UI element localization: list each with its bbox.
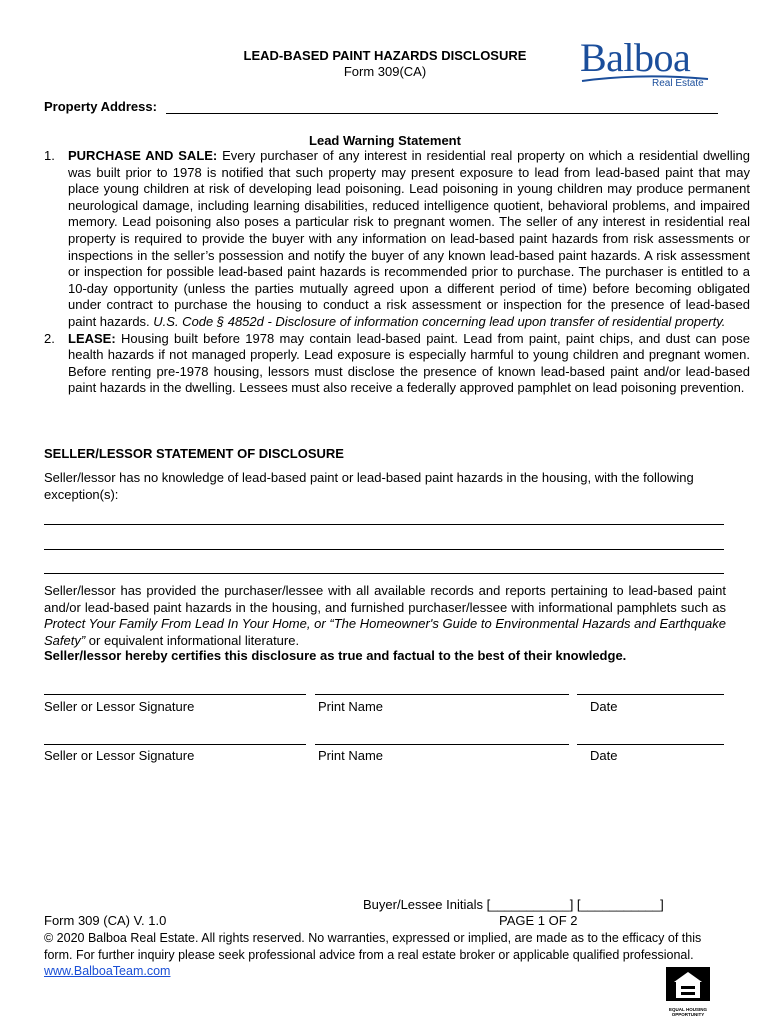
property-address-field[interactable] (166, 113, 718, 114)
lead-warning-list (44, 148, 750, 397)
balboa-logo (580, 35, 730, 89)
list-item (44, 330, 750, 397)
item-label: PURCHASE AND SALE: (68, 148, 218, 163)
seller-signature-label: Seller or Lessor Signature (44, 748, 195, 763)
item-number: 2. (44, 330, 55, 346)
exception-line[interactable] (44, 573, 724, 574)
equal-housing-text: EQUAL HOUSING OPPORTUNITY (669, 1007, 707, 1017)
provided-text: Seller/lessor has provided the purchaser/lessee with all available records and reports pertaining to lead-based paint and/or lead-based paint hazards in the housing, and furnished purchaser/lessee with informational pamphlets such as (44, 583, 726, 615)
pamphlet-titles: Protect Your Family From Lead In Your Home, or “The Homeowner's Guide to Environmental Hazards and Earthquake Safety” (44, 616, 726, 648)
property-address-label: Property Address: (44, 99, 157, 114)
date-label: Date (590, 699, 618, 714)
equal-housing-logo (665, 966, 711, 1017)
copyright-text: © 2020 Balboa Real Estate. All rights reserved. No warranties, expressed or implied, are made as to the efficacy of this form. For further inquiry please seek professional advice from a real estate broker or applicable qualified professional. (44, 931, 702, 962)
item-number: 1. (44, 148, 55, 163)
date-field[interactable] (577, 694, 724, 695)
print-name-label: Print Name (318, 699, 384, 714)
page-number: PAGE 1 OF 2 (499, 913, 578, 928)
seller-signature-label: Seller or Lessor Signature (44, 699, 195, 714)
date-field[interactable] (577, 744, 724, 745)
no-knowledge-statement: Seller/lessor has no knowledge of lead-based paint or lead-based paint hazards in the housing, with the following exception(s): (44, 470, 694, 502)
form-version: Form 309 (CA) V. 1.0 (44, 913, 167, 928)
seller-signature-field[interactable] (44, 744, 306, 745)
copyright-notice (44, 930, 714, 980)
document-title: LEAD-BASED PAINT HAZARDS DISCLOSURE (243, 48, 527, 63)
print-name-field[interactable] (315, 744, 569, 745)
logo-subtitle: Real Estate (652, 78, 704, 89)
print-name-field[interactable] (315, 694, 569, 695)
exception-line[interactable] (44, 549, 724, 550)
item-text: Every purchaser of any interest in residential real property on which a residential dwelling was built prior to 1978 is notified that such property may present exposure to lead from lead-based paint that may place young children at risk of developing lead poisoning. Lead poisoning in young children may produce permanent neurological damage, including learning disabilities, reduced intelligence quotient, behavioral problems, and impaired memory. Lead poisoning also poses a particular risk to pregnant women. The seller of any interest in residential real property is required to provide the buyer with any information on lead-based paint hazards from risk assessments or inspections in the seller’s possession and notify the buyer of any known lead-based paint hazards. A risk assessment or inspection for possible lead-based paint hazards is recommended prior to purchase. The purchaser is entitled to a 10-day opportunity (unless the parties mutually agreed upon a different period of time) before becoming obligated under contract to purchase the housing to conduct a risk assessment or inspection for the presence of lead-based paint hazards. (68, 148, 750, 329)
lead-warning-heading: Lead Warning Statement (309, 133, 461, 148)
balboa-website-link[interactable]: www.BalboaTeam.com (44, 964, 171, 978)
provided-tail: or equivalent informational literature. (85, 632, 300, 648)
exception-line[interactable] (44, 524, 724, 525)
certification-statement: Seller/lessor hereby certifies this disclosure as true and factual to the best of their knowledge. (44, 648, 627, 663)
item-text: Housing built before 1978 may contain lead-based paint. Lead from paint, paint chips, and dust can pose health hazards if not managed properly. Lead exposure is especially harmful to young children and pregnant women. Before renting pre-1978 housing, lessors must disclose the presence of known lead-based paint and/or lead-based paint hazards in the dwelling. Lessees must also receive a federally approved pamphlet on lead poisoning prevention. (68, 330, 750, 396)
item-label: LEASE: (68, 330, 116, 346)
date-label: Date (590, 748, 618, 763)
list-item (44, 148, 750, 331)
print-name-label: Print Name (318, 748, 384, 763)
item-citation: U.S. Code § 4852d - Disclosure of information concerning lead upon transfer of residential property. (153, 313, 726, 329)
logo-word: Balboa (580, 35, 691, 80)
equal-housing-icon (665, 966, 711, 1002)
seller-signature-field[interactable] (44, 694, 306, 695)
seller-section-heading: SELLER/LESSOR STATEMENT OF DISCLOSURE (44, 446, 344, 461)
form-number: Form 309(CA) (343, 64, 427, 79)
records-provided-statement (44, 583, 726, 649)
buyer-initials-field[interactable]: Buyer/Lessee Initials [___________] [___________] (363, 897, 664, 912)
